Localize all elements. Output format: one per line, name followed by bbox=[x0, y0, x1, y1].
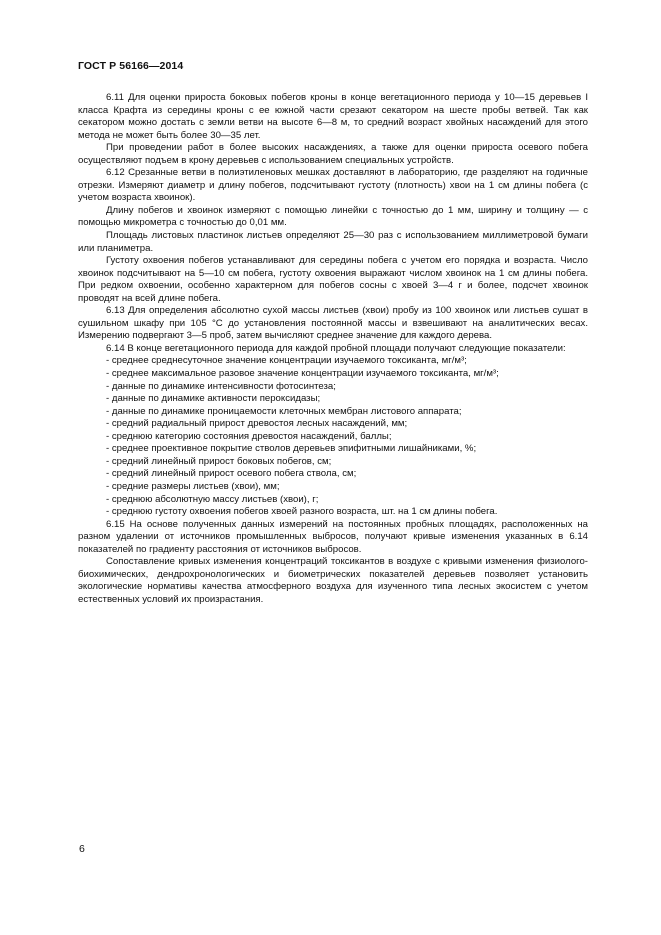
list-item: - среднюю абсолютную массу листьев (хвои), г; bbox=[78, 494, 588, 507]
paragraph-6-11: 6.11 Для оценки прироста боковых побегов кроны в конце вегетационного периода у 10—15 деревьев I класса Крафта из середины кроны с ее южной части срезают секатором на шесте пробы ветвей. Так как секатором можно достать с земли ветви на высоте 6—8 м, то средний возраст хвойных насаждений для этого метода не может быть более 30—35 лет. bbox=[78, 92, 588, 141]
paragraph-comparison: Сопоставление кривых изменения концентраций токсикантов в воздухе с кривыми изменения физиолого-биохимических, дендрохронологических и биометрических показателей деревьев позволяет установить экологические нормативы качества атмосферного воздуха для изученного типа лесных экосистем с учетом естественных условий их произрастания. bbox=[78, 556, 588, 605]
list-item: - средний радиальный прирост древостоя лесных насаждений, мм; bbox=[78, 418, 588, 431]
page-number: 6 bbox=[79, 843, 85, 855]
indicator-list bbox=[78, 355, 588, 518]
paragraph-6-12: 6.12 Срезанные ветви в полиэтиленовых мешках доставляют в лабораторию, где разделяют на годичные отрезки. Измеряют диаметр и длину побегов, подсчитывают густоту (плотность) хвои на 1 см длины побега (с учетом возраста хвоинок). bbox=[78, 167, 588, 204]
paragraph-6-14: 6.14 В конце вегетационного периода для каждой пробной площади получают следующие показатели: bbox=[106, 342, 566, 354]
paragraph-measure-length: Длину побегов и хвоинок измеряют с помощью линейки с точностью до 1 мм, ширину и толщину — с помощью микрометра с точностью до 0,01 мм. bbox=[78, 204, 588, 229]
list-item: - данные по динамике проницаемости клеточных мембран листового аппарата; bbox=[78, 406, 588, 419]
document-body bbox=[78, 92, 588, 606]
list-item: - среднее проективное покрытие стволов деревьев эпифитными лишайниками, %; bbox=[78, 443, 588, 456]
list-item: - среднее максимальное разовое значение концентрации изучаемого токсиканта, мг/м³; bbox=[78, 368, 588, 381]
document-header: ГОСТ Р 56166—2014 bbox=[78, 60, 184, 72]
paragraph-6-15: 6.15 На основе полученных данных измерений на постоянных пробных площадях, расположенных на разном удалении от источников промышленных выбросов, получают кривые изменения указанных в 6.14 показателей по градиенту расстояния от источников выбросов. bbox=[78, 518, 588, 555]
list-item: - среднюю категорию состояния древостоя насаждений, баллы; bbox=[78, 431, 588, 444]
list-item: - данные по динамике интенсивности фотосинтеза; bbox=[78, 381, 588, 394]
paragraph-leaf-area: Площадь листовых пластинок листьев определяют 25—30 раз с использованием миллиметровой бумаги или планиметра. bbox=[78, 230, 588, 254]
list-item: - среднее среднесуточное значение концентрации изучаемого токсиканта, мг/м³; bbox=[78, 355, 588, 368]
paragraph-6-13: 6.13 Для определения абсолютно сухой массы листьев (хвои) пробу из 100 хвоинок или листьев сушат в сушильном шкафу при 105 °С до установления постоянной массы и взвешивают на аналитических весах. Измерению подвергают 3—5 проб, затем вычисляют среднее значение для каждого дерева. bbox=[78, 305, 588, 342]
list-item: - среднюю густоту охвоения побегов хвоей разного возраста, шт. на 1 см длины побега. bbox=[78, 506, 588, 519]
list-item: - средний линейный прирост боковых побегов, см; bbox=[78, 456, 588, 469]
paragraph-high-stands: При проведении работ в более высоких насаждениях, а также для оценки прироста осевого побега осуществляют подъем в крону деревьев с использованием специальных устройств. bbox=[78, 142, 588, 166]
list-item: - средний линейный прирост осевого побега ствола, см; bbox=[78, 468, 588, 481]
list-item: - данные по динамике активности пероксидазы; bbox=[78, 393, 588, 406]
paragraph-needle-density: Густоту охвоения побегов устанавливают для середины побега с учетом его порядка и возраста. Число хвоинок подсчитывают на 5—10 см побега, густоту охвоения выражают числом хвоинок на 1 см длины побега. При редком охвоении, особенно характерном для побегов сосны с хвоей 3—4 г и более, подсчет хвоинок проводят на всей длине побега. bbox=[78, 255, 588, 304]
list-item: - средние размеры листьев (хвои), мм; bbox=[78, 481, 588, 494]
